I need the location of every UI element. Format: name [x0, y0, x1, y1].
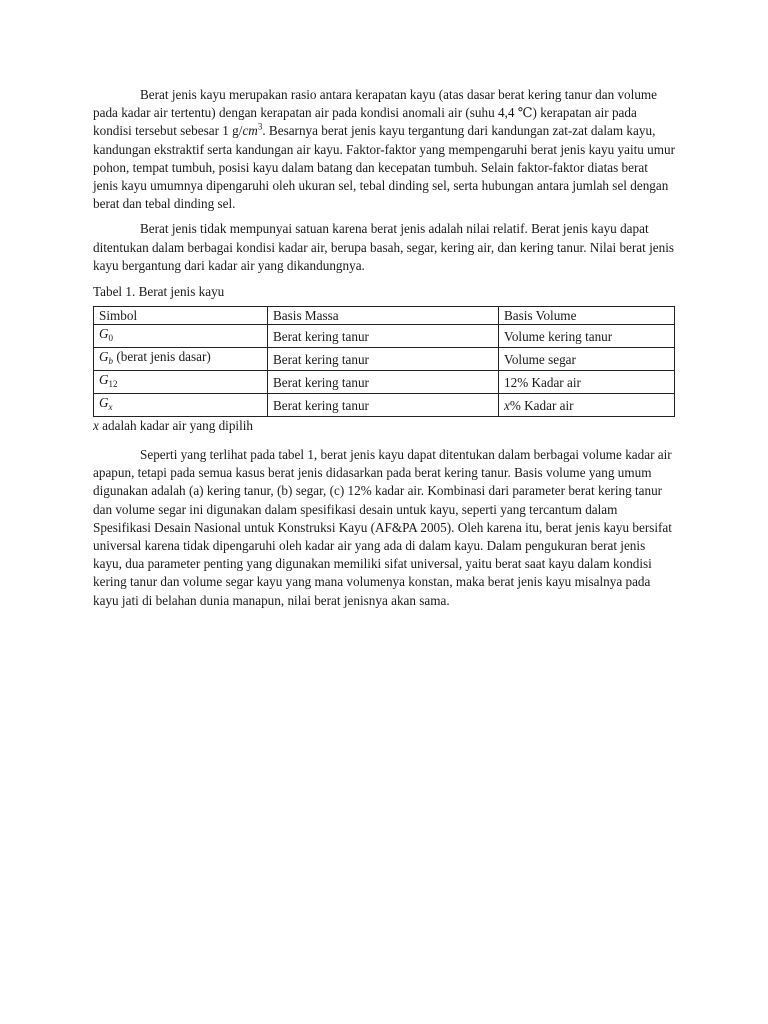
- note-text: adalah kadar air yang dipilih: [98, 418, 254, 434]
- symbol-letter: G: [99, 326, 109, 342]
- volume-text: Volume segar: [504, 351, 576, 367]
- symbol-subscript: 12: [108, 379, 118, 390]
- volume-text: Volume kering tanur: [504, 328, 613, 344]
- symbol-cell: [94, 325, 268, 348]
- table-row: [94, 348, 675, 371]
- specific-gravity-table: [93, 306, 675, 417]
- volume-cell: [499, 371, 675, 394]
- symbol-subscript: x: [108, 402, 113, 413]
- header-basis-volume: Basis Volume: [499, 307, 675, 325]
- table-caption: Tabel 1. Berat jenis kayu: [93, 284, 225, 300]
- paragraph-1-text: Berat jenis kayu merupakan rasio antara kerapatan kayu (atas dasar berat kering tanur dan volume pada kadar air tertentu) dengan kerapatan air pada kondisi anomali air (suhu 4,4 ℃) kerapatan air pada kondisi tersebut sebesar 1 g/: [93, 87, 658, 139]
- paragraph-3: Seperti yang terlihat pada tabel 1, berat jenis kayu dapat ditentukan dalam berbagai volume kadar air apapun, tetapi pada semua kasus berat jenis didasarkan pada berat kering tanur. Basis volume yang umum digunakan adalah (a) kering tanur, (b) segar, (c) 12% kadar air. Kombinasi dari parameter berat kering tanur dan volume segar ini digunakan dalam spesifikasi desain untuk kayu, seperti yang tercantum dalam Spesifikasi Desain Nasional untuk Konstruksi Kayu (AF&PA 2005). Oleh karena itu, berat jenis kayu bersifat universal karena tidak dipengaruhi oleh kadar air yang ada di dalam kayu. Dalam pengukuran berat jenis kayu, dua parameter penting yang digunakan memiliki sifat universal, yaitu berat saat kayu dalam kondisi kering tanur dan volume segar kayu yang mana volumenya konstan, maka berat jenis kayu misalnya pada kayu jati di belahan dunia manapun, nilai berat jenisnya akan sama.: [93, 447, 672, 608]
- symbol-subscript: b: [108, 356, 114, 367]
- symbol-letter: G: [99, 372, 109, 388]
- table-header-row: [94, 307, 675, 325]
- header-simbol: Simbol: [94, 307, 268, 325]
- mass-cell: Berat kering tanur: [268, 348, 499, 371]
- table-row: [94, 371, 675, 394]
- document-body: [93, 86, 675, 610]
- paragraph-2: Berat jenis tidak mempunyai satuan karena berat jenis adalah nilai relatif. Berat jenis kayu dapat ditentukan dalam berbagai kondisi kadar air, berupa basah, segar, kering air, dan kering tanur. Nilai berat jenis kayu bergantung dari kadar air yang dikandungnya.: [93, 221, 675, 273]
- volume-cell: [499, 394, 675, 417]
- table-row: [94, 325, 675, 348]
- volume-cell: [499, 325, 675, 348]
- mass-cell: Berat kering tanur: [268, 371, 499, 394]
- table-row: [94, 394, 675, 417]
- volume-var: x: [504, 397, 510, 413]
- paragraph-1-text-cont: . Besarnya berat jenis kayu tergantung dari kandungan zat-zat dalam kayu, kandungan ekstraktif serta kandungan air kayu. Faktor-faktor yang mempengaruhi berat jenis kayu yaitu umur pohon, tempat tumbuh, posisi kayu dalam batang dan kecepatan tumbuh. Selain faktor-faktor diatas berat jenis kayu umumnya dipengaruhi oleh ukuran sel, tebal dinding sel, serta hubungan antara jumlah sel dengan berat dan tebal dinding sel.: [93, 123, 676, 212]
- unit-cm: cm: [242, 123, 258, 139]
- mass-cell: Berat kering tanur: [268, 394, 499, 417]
- symbol-letter: G: [99, 395, 109, 411]
- superscript-3: 3: [257, 122, 263, 133]
- note-var: x: [93, 418, 99, 434]
- symbol-cell: [94, 371, 268, 394]
- paragraph-1: [93, 86, 675, 213]
- symbol-subscript: 0: [108, 333, 114, 344]
- symbol-cell: [94, 394, 268, 417]
- mass-cell: Berat kering tanur: [268, 325, 499, 348]
- volume-text: 12% Kadar air: [504, 374, 581, 390]
- volume-text: % Kadar air: [509, 397, 574, 413]
- volume-cell: [499, 348, 675, 371]
- symbol-letter: G: [99, 349, 109, 365]
- symbol-cell: [94, 348, 268, 371]
- table-note: [93, 417, 675, 434]
- symbol-extra: (berat jenis dasar): [113, 349, 211, 365]
- header-basis-massa: Basis Massa: [268, 307, 499, 325]
